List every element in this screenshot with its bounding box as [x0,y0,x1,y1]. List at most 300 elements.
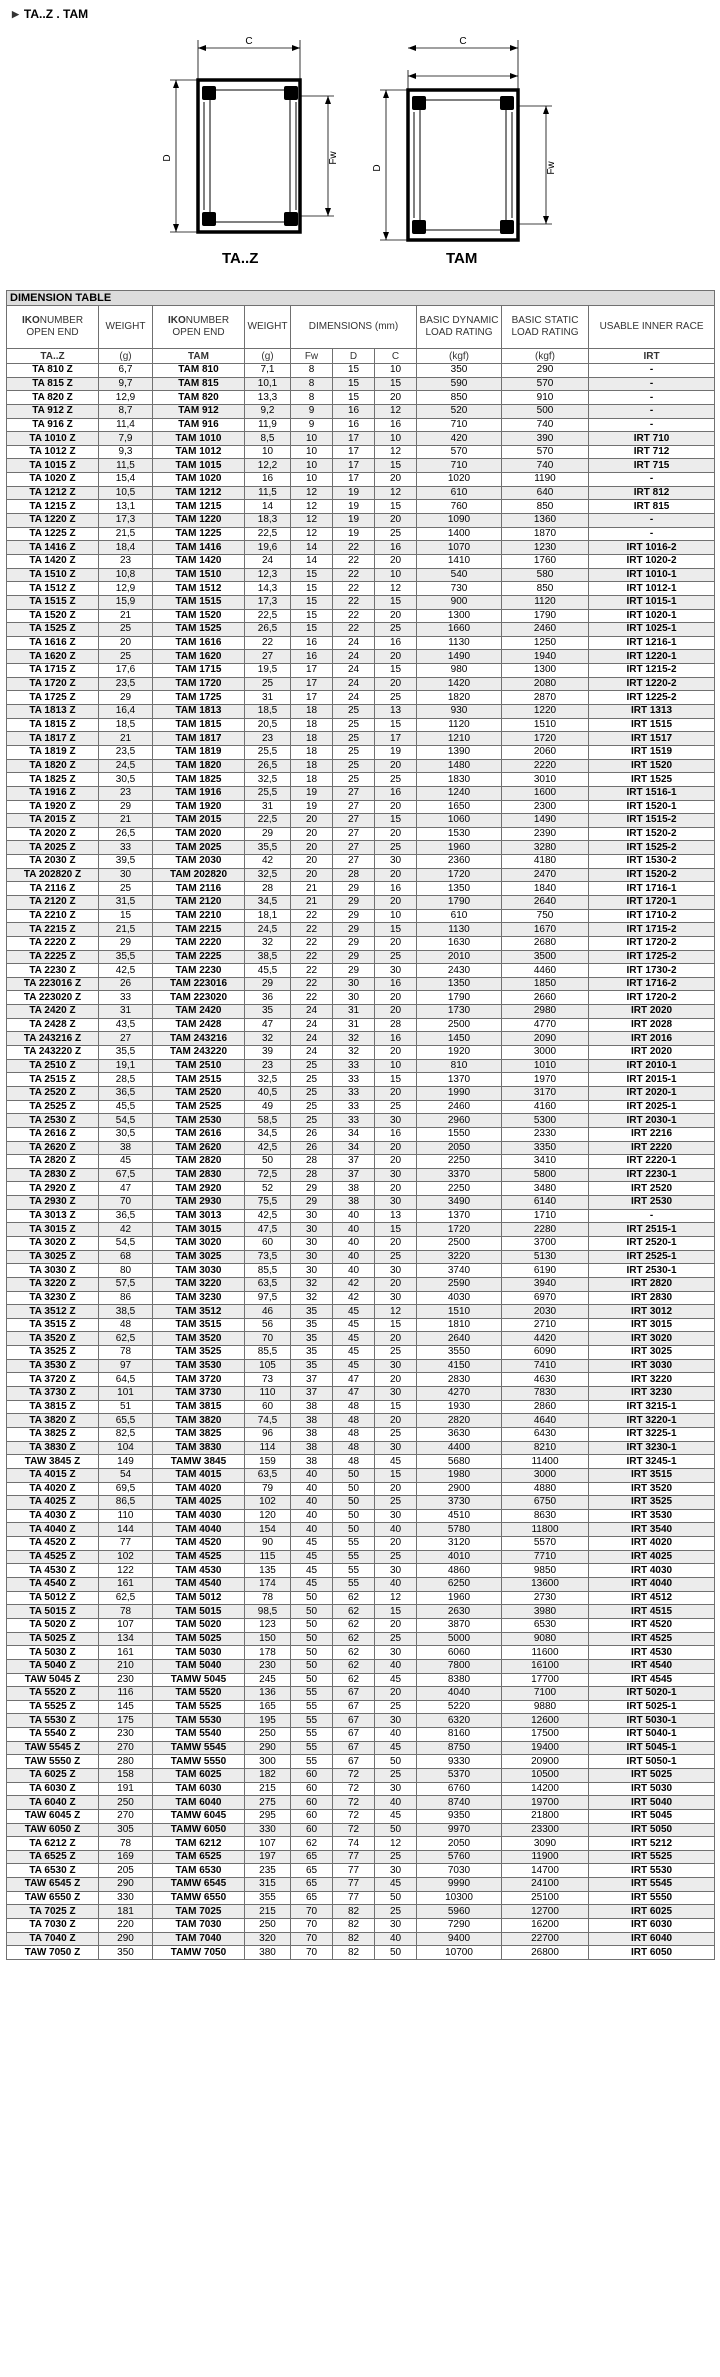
cell-static-load: 3010 [502,773,589,787]
cell-c: 45 [375,1741,417,1755]
cell-dynamic-load: 8750 [417,1741,502,1755]
cell-d: 62 [333,1632,375,1646]
col-header-tam-number-brand: IKO [167,315,186,326]
cell-static-load: 3280 [502,841,589,855]
table-row [7,500,715,514]
cell-dynamic-load: 1070 [417,541,502,555]
cell-ta-number: TA 2510 Z [7,1059,99,1073]
cell-ta-number: TA 4530 Z [7,1564,99,1578]
cell-tam-weight: 17,3 [245,595,291,609]
cell-fw: 16 [291,650,333,664]
cell-tam-weight: 275 [245,1796,291,1810]
table-row [7,827,715,841]
cell-tam-weight: 355 [245,1891,291,1905]
cell-inner-race: IRT 5212 [589,1837,715,1851]
cell-d: 29 [333,936,375,950]
cell-tam-weight: 31 [245,800,291,814]
cell-inner-race: IRT 1216-1 [589,636,715,650]
cell-dynamic-load: 3220 [417,1250,502,1264]
cell-tam-number: TAM 1512 [153,582,245,596]
cell-inner-race: IRT 2530-1 [589,1264,715,1278]
cell-static-load: 1510 [502,718,589,732]
cell-dynamic-load: 6320 [417,1714,502,1728]
cell-dynamic-load: 1980 [417,1468,502,1482]
cell-tam-weight: 8,5 [245,432,291,446]
cell-d: 37 [333,1168,375,1182]
cell-inner-race: IRT 5025 [589,1768,715,1782]
cell-d: 72 [333,1796,375,1810]
cell-ta-number: TAW 5545 Z [7,1741,99,1755]
cell-d: 22 [333,609,375,623]
cell-inner-race: IRT 5045 [589,1809,715,1823]
cell-ta-weight: 20 [99,636,153,650]
cell-ta-number: TA 2830 Z [7,1168,99,1182]
cell-dynamic-load: 2630 [417,1605,502,1619]
cell-static-load: 7830 [502,1387,589,1401]
table-row [7,650,715,664]
cell-ta-weight: 9,3 [99,445,153,459]
cell-ta-weight: 30,5 [99,1127,153,1141]
col-header-ta-number-text: NUMBER OPEN END [26,315,84,338]
table-row [7,527,715,541]
cell-static-load: 6190 [502,1264,589,1278]
cell-fw: 14 [291,541,333,555]
table-row [7,1223,715,1237]
cell-inner-race: IRT 1730-2 [589,964,715,978]
cell-fw: 65 [291,1878,333,1892]
cell-ta-number: TAW 5550 Z [7,1755,99,1769]
cell-c: 40 [375,1932,417,1946]
cell-d: 55 [333,1537,375,1551]
cell-d: 27 [333,855,375,869]
cell-dynamic-load: 7800 [417,1659,502,1673]
table-row [7,1673,715,1687]
cell-ta-weight: 29 [99,691,153,705]
cell-tam-weight: 32 [245,936,291,950]
cell-ta-number: TA 4040 Z [7,1523,99,1537]
cell-ta-number: TA 3520 Z [7,1332,99,1346]
cell-c: 20 [375,609,417,623]
cell-tam-weight: 40,5 [245,1086,291,1100]
cell-static-load: 6530 [502,1618,589,1632]
cell-ta-weight: 161 [99,1646,153,1660]
cell-d: 55 [333,1550,375,1564]
cell-dynamic-load: 5760 [417,1850,502,1864]
bearing-drawings [0,28,720,288]
cell-inner-race: IRT 3015 [589,1318,715,1332]
col-header-tam-weight: WEIGHT [245,306,291,349]
cell-static-load: 1850 [502,977,589,991]
cell-ta-weight: 169 [99,1850,153,1864]
cell-inner-race: IRT 3220-1 [589,1414,715,1428]
cell-static-load: 1010 [502,1059,589,1073]
cell-dynamic-load: 1020 [417,473,502,487]
cell-tam-weight: 73,5 [245,1250,291,1264]
cell-d: 33 [333,1059,375,1073]
cell-ta-weight: 97 [99,1359,153,1373]
cell-d: 24 [333,677,375,691]
table-row [7,1032,715,1046]
cell-inner-race: IRT 1516-1 [589,786,715,800]
cell-c: 20 [375,1237,417,1251]
cell-dynamic-load: 9330 [417,1755,502,1769]
cell-ta-weight: 21 [99,609,153,623]
cell-tam-number: TAM 2030 [153,855,245,869]
cell-tam-number: TAM 4015 [153,1468,245,1482]
cell-tam-weight: 23 [245,732,291,746]
cell-fw: 32 [291,1291,333,1305]
cell-static-load: 3000 [502,1468,589,1482]
cell-dynamic-load: 8740 [417,1796,502,1810]
cell-tam-weight: 315 [245,1878,291,1892]
cell-tam-number: TAM 1819 [153,745,245,759]
cell-dynamic-load: 1830 [417,773,502,787]
cell-tam-number: TAM 1220 [153,514,245,528]
cell-static-load: 580 [502,568,589,582]
cell-inner-race: IRT 4515 [589,1605,715,1619]
cell-ta-number: TA 1916 Z [7,786,99,800]
cell-ta-number: TA 6025 Z [7,1768,99,1782]
cell-tam-number: TAM 7025 [153,1905,245,1919]
cell-dynamic-load: 610 [417,486,502,500]
cell-tam-number: TAM 3512 [153,1305,245,1319]
cell-static-load: 2460 [502,623,589,637]
cell-ta-number: TA 5040 Z [7,1659,99,1673]
cell-dynamic-load: 1060 [417,814,502,828]
cell-dynamic-load: 1960 [417,1591,502,1605]
cell-tam-number: TAM 1720 [153,677,245,691]
cell-tam-number: TAM 3520 [153,1332,245,1346]
cell-d: 47 [333,1373,375,1387]
cell-static-load: 3980 [502,1605,589,1619]
cell-ta-number: TA 2225 Z [7,950,99,964]
cell-inner-race: - [589,514,715,528]
cell-tam-number: TAM 5015 [153,1605,245,1619]
table-row [7,514,715,528]
cell-dynamic-load: 2250 [417,1155,502,1169]
cell-dynamic-load: 900 [417,595,502,609]
cell-c: 28 [375,1018,417,1032]
cell-tam-weight: 19,5 [245,664,291,678]
cell-ta-number: TA 2420 Z [7,1005,99,1019]
cell-ta-weight: 35,5 [99,950,153,964]
cell-ta-number: TA 6030 Z [7,1782,99,1796]
cell-tam-weight: 22 [245,636,291,650]
cell-dynamic-load: 9400 [417,1932,502,1946]
cell-inner-race: IRT 2030-1 [589,1114,715,1128]
cell-inner-race: IRT 1520-2 [589,868,715,882]
cell-dynamic-load: 3740 [417,1264,502,1278]
cell-c: 25 [375,1250,417,1264]
table-row [7,1127,715,1141]
cell-ta-weight: 16,4 [99,705,153,719]
cell-ta-weight: 78 [99,1837,153,1851]
sub-d: D [333,349,375,364]
cell-d: 50 [333,1468,375,1482]
cell-static-load: 1190 [502,473,589,487]
cell-dynamic-load: 2960 [417,1114,502,1128]
cell-inner-race: IRT 3025 [589,1346,715,1360]
cell-tam-weight: 46 [245,1305,291,1319]
cell-dynamic-load: 1960 [417,841,502,855]
table-row [7,1537,715,1551]
cell-inner-race: IRT 6025 [589,1905,715,1919]
cell-c: 20 [375,1086,417,1100]
cell-tam-number: TAM 4530 [153,1564,245,1578]
cell-inner-race: IRT 5525 [589,1850,715,1864]
cell-tam-weight: 14,3 [245,582,291,596]
cell-static-load: 16100 [502,1659,589,1673]
cell-static-load: 9880 [502,1700,589,1714]
cell-tam-number: TAM 1520 [153,609,245,623]
cell-fw: 30 [291,1223,333,1237]
cell-static-load: 23300 [502,1823,589,1837]
cell-inner-race: IRT 2230-1 [589,1168,715,1182]
cell-tam-number: TAM 3025 [153,1250,245,1264]
cell-ta-number: TA 2920 Z [7,1182,99,1196]
cell-tam-weight: 18,3 [245,514,291,528]
cell-static-load: 4180 [502,855,589,869]
table-row [7,636,715,650]
cell-tam-weight: 380 [245,1946,291,1960]
cell-tam-number: TAM 6040 [153,1796,245,1810]
cell-tam-number: TAM 2210 [153,909,245,923]
cell-inner-race: IRT 1215-2 [589,664,715,678]
dim-c-label-left: C [245,36,253,47]
cell-dynamic-load: 1130 [417,636,502,650]
sub-weight-g-2: (g) [245,349,291,364]
page-title: TA..Z . TAM [23,7,89,21]
cell-ta-weight: 67,5 [99,1168,153,1182]
cell-d: 33 [333,1114,375,1128]
cell-tam-number: TAM 2520 [153,1086,245,1100]
cell-static-load: 750 [502,909,589,923]
cell-d: 48 [333,1455,375,1469]
cell-inner-race: IRT 1020-2 [589,554,715,568]
cell-dynamic-load: 4150 [417,1359,502,1373]
cell-tam-weight: 18,5 [245,705,291,719]
cell-tam-number: TAM 2230 [153,964,245,978]
cell-tam-number: TAM 2220 [153,936,245,950]
cell-d: 33 [333,1073,375,1087]
cell-d: 22 [333,582,375,596]
cell-tam-weight: 115 [245,1550,291,1564]
cell-static-load: 2730 [502,1591,589,1605]
cell-dynamic-load: 4010 [417,1550,502,1564]
cell-ta-weight: 12,9 [99,582,153,596]
cell-tam-number: TAM 243216 [153,1032,245,1046]
caption-ta-z: TA..Z [222,250,259,267]
cell-ta-number: TA 3025 Z [7,1250,99,1264]
cell-static-load: 3500 [502,950,589,964]
cell-d: 25 [333,759,375,773]
cell-d: 22 [333,595,375,609]
cell-tam-weight: 159 [245,1455,291,1469]
cell-ta-weight: 51 [99,1400,153,1414]
cell-fw: 20 [291,827,333,841]
table-row [7,1182,715,1196]
cell-tam-weight: 31 [245,691,291,705]
cell-c: 20 [375,1618,417,1632]
cell-tam-weight: 12,2 [245,459,291,473]
cell-inner-race: IRT 1525 [589,773,715,787]
cell-ta-number: TA 1525 Z [7,623,99,637]
cell-d: 17 [333,432,375,446]
cell-tam-number: TAM 5525 [153,1700,245,1714]
cell-ta-number: TAW 3845 Z [7,1455,99,1469]
cell-inner-race: IRT 2220-1 [589,1155,715,1169]
cell-tam-weight: 215 [245,1905,291,1919]
cell-inner-race: IRT 1520-1 [589,800,715,814]
cell-d: 15 [333,391,375,405]
cell-static-load: 1300 [502,664,589,678]
cell-tam-number: TAM 4520 [153,1537,245,1551]
cell-static-load: 1670 [502,923,589,937]
table-row [7,418,715,432]
cell-inner-race: IRT 5025-1 [589,1700,715,1714]
cell-ta-weight: 48 [99,1318,153,1332]
cell-inner-race: IRT 710 [589,432,715,446]
cell-inner-race: IRT 1720-2 [589,991,715,1005]
cell-fw: 24 [291,1046,333,1060]
cell-tam-number: TAM 7030 [153,1919,245,1933]
cell-ta-weight: 70 [99,1196,153,1210]
cell-tam-number: TAM 3030 [153,1264,245,1278]
cell-static-load: 4630 [502,1373,589,1387]
cell-ta-number: TA 1815 Z [7,718,99,732]
cell-ta-number: TA 3525 Z [7,1346,99,1360]
cell-inner-race: IRT 1715-2 [589,923,715,937]
table-row [7,1046,715,1060]
cell-ta-weight: 33 [99,841,153,855]
cell-tam-number: TAM 2225 [153,950,245,964]
cell-tam-number: TAM 2420 [153,1005,245,1019]
cell-ta-weight: 24,5 [99,759,153,773]
cell-tam-number: TAM 1916 [153,786,245,800]
cell-tam-weight: 195 [245,1714,291,1728]
cell-dynamic-load: 1350 [417,977,502,991]
cell-static-load: 16200 [502,1919,589,1933]
cell-static-load: 12700 [502,1905,589,1919]
cell-inner-race: IRT 1720-2 [589,936,715,950]
cell-c: 25 [375,1700,417,1714]
cell-ta-number: TA 4015 Z [7,1468,99,1482]
cell-tam-weight: 25,5 [245,745,291,759]
cell-static-load: 740 [502,459,589,473]
sub-c: C [375,349,417,364]
cell-c: 15 [375,1605,417,1619]
cell-ta-weight: 330 [99,1891,153,1905]
cell-tam-number: TAM 3830 [153,1441,245,1455]
cell-tam-weight: 215 [245,1782,291,1796]
cell-tam-weight: 165 [245,1700,291,1714]
cell-dynamic-load: 1410 [417,554,502,568]
cell-tam-weight: 38,5 [245,950,291,964]
cell-ta-number: TA 3015 Z [7,1223,99,1237]
cell-tam-number: TAM 2616 [153,1127,245,1141]
cell-c: 15 [375,1073,417,1087]
cell-tam-weight: 178 [245,1646,291,1660]
cell-ta-weight: 175 [99,1714,153,1728]
cell-ta-number: TA 1825 Z [7,773,99,787]
cell-fw: 20 [291,841,333,855]
cell-inner-race: IRT 5545 [589,1878,715,1892]
cell-inner-race: - [589,404,715,418]
cell-inner-race: IRT 1012-1 [589,582,715,596]
table-row [7,677,715,691]
cell-c: 10 [375,909,417,923]
cell-tam-number: TAM 3013 [153,1209,245,1223]
caption-tam: TAM [446,250,478,267]
cell-tam-weight: 7,1 [245,364,291,378]
cell-c: 16 [375,1127,417,1141]
cell-fw: 50 [291,1591,333,1605]
cell-ta-number: TA 1920 Z [7,800,99,814]
cell-tam-weight: 107 [245,1837,291,1851]
cell-static-load: 2330 [502,1127,589,1141]
cell-c: 20 [375,677,417,691]
cell-tam-weight: 22,5 [245,609,291,623]
cell-ta-number: TA 6212 Z [7,1837,99,1851]
cell-ta-number: TA 243220 Z [7,1046,99,1060]
cell-tam-number: TAM 5540 [153,1728,245,1742]
cell-tam-number: TAM 2428 [153,1018,245,1032]
cell-tam-weight: 295 [245,1809,291,1823]
cell-ta-number: TA 2530 Z [7,1114,99,1128]
cell-static-load: 1490 [502,814,589,828]
cell-dynamic-load: 1450 [417,1032,502,1046]
cell-dynamic-load: 1350 [417,882,502,896]
cell-c: 25 [375,1768,417,1782]
cell-tam-weight: 10,1 [245,377,291,391]
cell-ta-weight: 28,5 [99,1073,153,1087]
cell-d: 77 [333,1864,375,1878]
cell-c: 30 [375,1359,417,1373]
table-row [7,1728,715,1742]
cell-inner-race: IRT 3220 [589,1373,715,1387]
cell-d: 19 [333,486,375,500]
cell-d: 62 [333,1673,375,1687]
table-row [7,1891,715,1905]
cell-d: 22 [333,554,375,568]
cell-c: 16 [375,1032,417,1046]
cell-tam-number: TAM 2025 [153,841,245,855]
cell-d: 25 [333,745,375,759]
cell-ta-weight: 205 [99,1864,153,1878]
cell-static-load: 22700 [502,1932,589,1946]
cell-d: 33 [333,1100,375,1114]
cell-d: 31 [333,1005,375,1019]
cell-c: 15 [375,923,417,937]
cell-tam-weight: 150 [245,1632,291,1646]
cell-d: 67 [333,1741,375,1755]
cell-static-load: 6750 [502,1496,589,1510]
cell-inner-race: IRT 1515-2 [589,814,715,828]
cell-ta-weight: 54,5 [99,1114,153,1128]
cell-ta-weight: 45 [99,1155,153,1169]
cell-tam-weight: 12,3 [245,568,291,582]
cell-c: 15 [375,500,417,514]
cell-ta-weight: 38 [99,1141,153,1155]
cell-tam-number: TAM 5025 [153,1632,245,1646]
cell-static-load: 11800 [502,1523,589,1537]
cell-ta-weight: 45,5 [99,1100,153,1114]
cell-fw: 30 [291,1250,333,1264]
cell-ta-weight: 21,5 [99,923,153,937]
cell-tam-number: TAM 815 [153,377,245,391]
cell-static-load: 1720 [502,732,589,746]
cell-c: 16 [375,636,417,650]
